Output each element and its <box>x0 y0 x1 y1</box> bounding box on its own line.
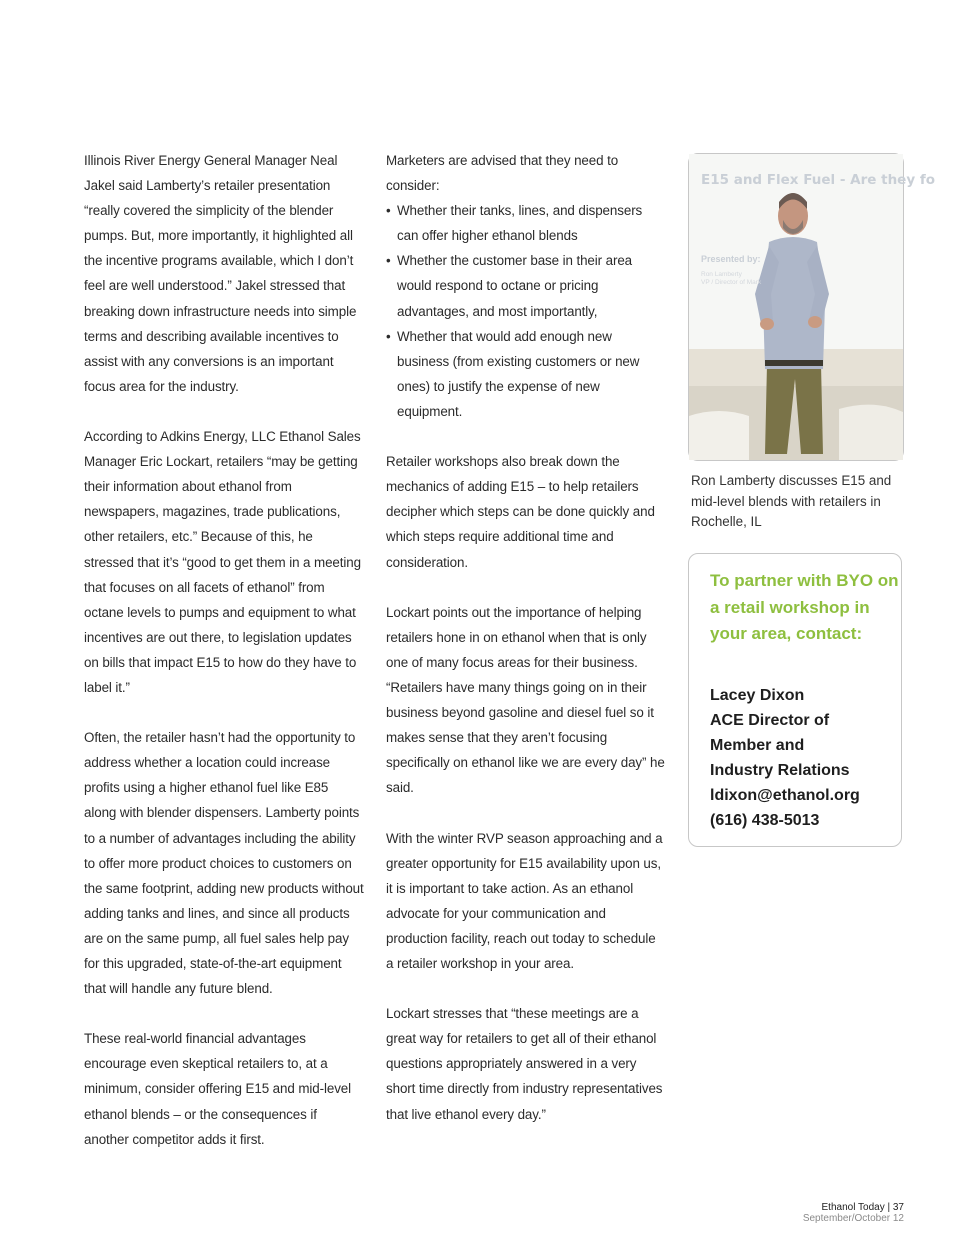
body-paragraph: Retailer workshops also break down the mechanics of adding E15 – to help retailers decipher which steps can be done quickly and which steps require additional time and consideration. <box>386 454 655 570</box>
contact-email[interactable]: ldixon@ethanol.org <box>710 787 860 805</box>
contact-phone: (616) 438-5013 <box>710 812 820 830</box>
presenter-title: VP / Director of Mark <box>701 279 762 286</box>
body-paragraph: Illinois River Energy General Manager Neal Jakel said Lamberty’s retailer presentation “really covered the simplicity of the blender pumps. But, more importantly, it highlighted all the incentive programs available, which I don’t feel are well understood.” Jakel stressed that breaking down infrastructure needs into simple terms and describing available incentives to assist with any conversions is an important focus area for the industry. <box>84 153 357 394</box>
article-column-left <box>84 148 364 1152</box>
contact-box <box>688 553 902 847</box>
contact-heading: To partner with BYO on a retail workshop in your area, contact: <box>710 571 899 643</box>
body-paragraph: With the winter RVP season approaching and a greater opportunity for E15 availability upon us, it is important to take action. As an ethanol advocate for your communication and production facility, reach out today to schedule a retailer workshop in your area. <box>386 830 663 971</box>
list-item: • Whether their tanks, lines, and dispensers can offer higher ethanol blends <box>386 198 666 248</box>
presenter-photo-illustration <box>689 154 935 460</box>
list-intro <box>386 148 666 198</box>
list-item: • Whether the customer base in their area would respond to octane or pricing advantages, and most importantly, <box>386 248 666 323</box>
contact-title-line: Industry Relations <box>710 762 850 780</box>
footer-publication-line <box>803 1202 904 1213</box>
slide-title: E15 and Flex Fuel - Are they fo <box>701 172 935 188</box>
contact-details <box>710 683 900 834</box>
contact-title-line: Member and <box>710 737 805 755</box>
photo-caption: Ron Lamberty discusses E15 and mid-level blends with retailers in Rochelle, IL <box>691 473 892 529</box>
body-paragraph: Often, the retailer hasn’t had the opportunity to address whether a location could increase profits using a higher ethanol fuel like E85 along with blender dispensers. Lamberty points to a number of advantages including the ability to offer more product choices to customers on the same footprint, adding new products without adding tanks and lines, and since all products are on the same pump, all fuel sales help pay for this upgraded, state-of-the-art equipment that will handle any future blend. <box>84 730 364 997</box>
body-paragraph: These real-world financial advantages encourage even skeptical retailers to, at a minimum, consider offering E15 and mid-level ethanol blends – or the consequences if another competitor adds it first. <box>84 1031 352 1147</box>
body-paragraph: Lockart points out the importance of helping retailers hone in on ethanol when that is only one of many focus areas for their business. “Retailers have many things going on in their business beyond gasoline and diesel fuel so it makes sense that they aren’t focusing specifically on ethanol like we are every day” he said. <box>386 604 665 796</box>
body-paragraph: Lockart stresses that “these meetings are a great way for retailers to get all of their ethanol questions appropriately answered in a very short time directly from industry representatives that live ethanol every day.” <box>386 1006 663 1122</box>
contact-title-line: ACE Director of <box>710 712 830 730</box>
presenter-name: Ron Lamberty <box>701 271 742 278</box>
contact-name: Lacey Dixon <box>710 687 805 704</box>
footer-separator: | <box>887 1202 891 1213</box>
list-intro-text: Marketers are advised that they need to consider: <box>386 153 619 194</box>
page-footer <box>803 1202 904 1224</box>
publication-name: Ethanol Today <box>821 1202 885 1213</box>
presenter-credit <box>701 271 761 287</box>
issue-date: September/October 12 <box>802 1213 904 1224</box>
presenter-photo <box>688 153 935 461</box>
page-number: 37 <box>892 1202 904 1213</box>
article-column-middle <box>386 148 666 1127</box>
list-item: • Whether that would add enough new business (from existing customers or new ones) to justify the expense of new equipment. <box>386 324 666 424</box>
presented-by-label: Presented by: <box>701 254 761 264</box>
body-paragraph: According to Adkins Energy, LLC Ethanol Sales Manager Eric Lockart, retailers “may be getting their information about ethanol from newspapers, magazines, trade publications, other retailers, etc.” Because of this, he stressed that it’s “good to get them in a meeting that focuses on all facets of ethanol” from octane levels to pumps and equipment to what incentives are out there, to legislation updates on bills that impact E15 to how do they have to label it.” <box>84 429 361 695</box>
considerations-list <box>386 198 666 424</box>
